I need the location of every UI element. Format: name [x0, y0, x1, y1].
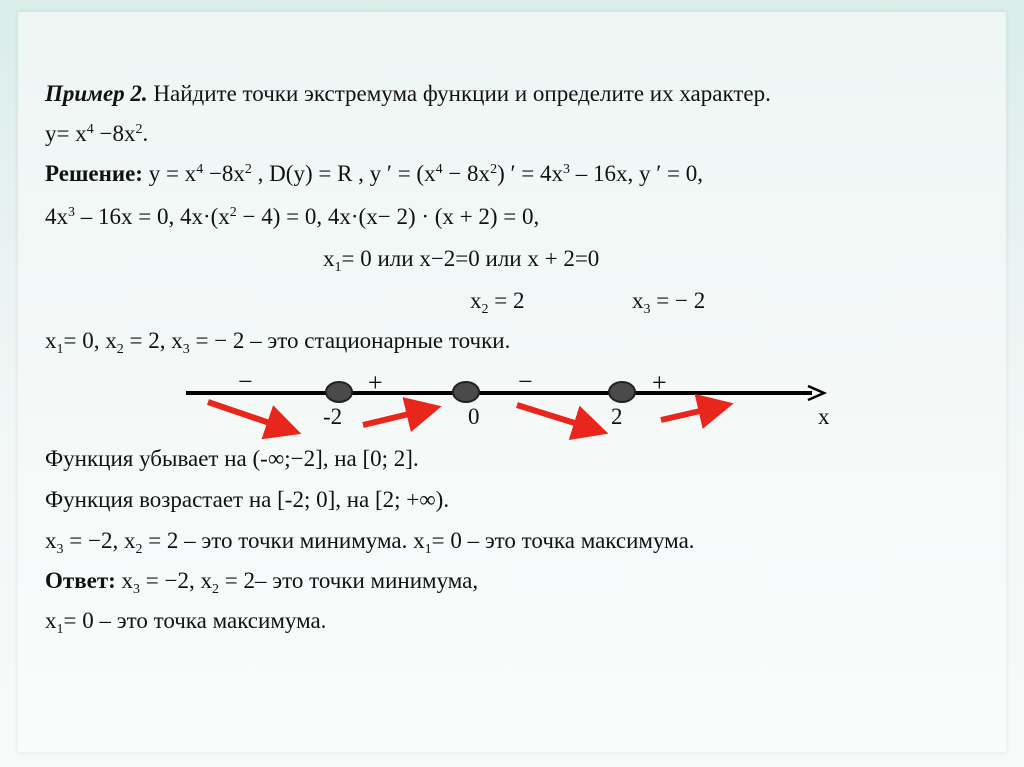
point-0 — [453, 382, 479, 402]
stationary-points: $x_1= 0$, $x_2 = 2$, $x_3$ = − 2 – это стационарные точки. — [45, 328, 511, 357]
decreasing-intervals: Функция убывает на (-∞;−2], на [0; 2]. — [45, 446, 419, 471]
tick-label-2: 2 — [611, 404, 623, 429]
axis-label-x: x — [818, 404, 830, 429]
point-minus-2 — [326, 382, 352, 402]
arrow-decreasing-2 — [517, 405, 597, 430]
arrow-increasing-1 — [363, 409, 430, 425]
sign-interval-4: + — [652, 368, 667, 397]
arrow-decreasing-1 — [208, 402, 290, 430]
roots-line-2-x3: $x_3$ = − 2 — [632, 288, 706, 317]
increasing-intervals: Функция возрастает на [-2; 0], на [2; +∞). — [45, 487, 450, 512]
roots-line-2-x2: $x_2 = 2$ — [470, 288, 525, 317]
tick-label-0: 0 — [468, 404, 480, 429]
answer-maximum: $x_1= 0$ – это точка максимума. — [45, 608, 327, 637]
arrow-increasing-2 — [661, 406, 722, 420]
roots-line-1: $x_1= 0$ или x−2=0 или x + 2=0 — [323, 246, 600, 275]
equation-line: $4x^3 - 16x = 0$, $4x\cdot(x^2 - 4) = 0$, 4x·(x− 2) · (x + 2) = 0, — [45, 204, 540, 229]
sign-interval-2: + — [368, 368, 383, 397]
sign-interval-1: − — [238, 367, 253, 396]
extremum-classification: $x_3 = -2$, $x_2 = 2$ – это точки минимума. $x_1= 0$ – это точка максимума. — [45, 528, 695, 557]
problem-statement: Найдите точки экстремума функции и определите их характер. — [147, 81, 771, 106]
function-definition: $y= x^4 -8x^2$. — [45, 121, 149, 146]
answer-label: Ответ: — [45, 568, 116, 593]
answer-line: Ответ: $x_3 = -2$, $x_2 = 2-$ это точки минимума, — [45, 568, 479, 597]
solution-line: Решение: $y = x^4 -8x^2$ , D(y) = R , y ′ = $(x^4 - 8x^2)$ ′ = $4x^3 - 16x$, y ′ = 0, — [45, 161, 703, 186]
point-2 — [609, 382, 635, 402]
solution-label: Решение: — [45, 161, 143, 186]
tick-label-minus-2: -2 — [323, 404, 343, 429]
sign-interval-3: − — [518, 367, 533, 396]
example-label: Пример 2. — [45, 81, 148, 106]
